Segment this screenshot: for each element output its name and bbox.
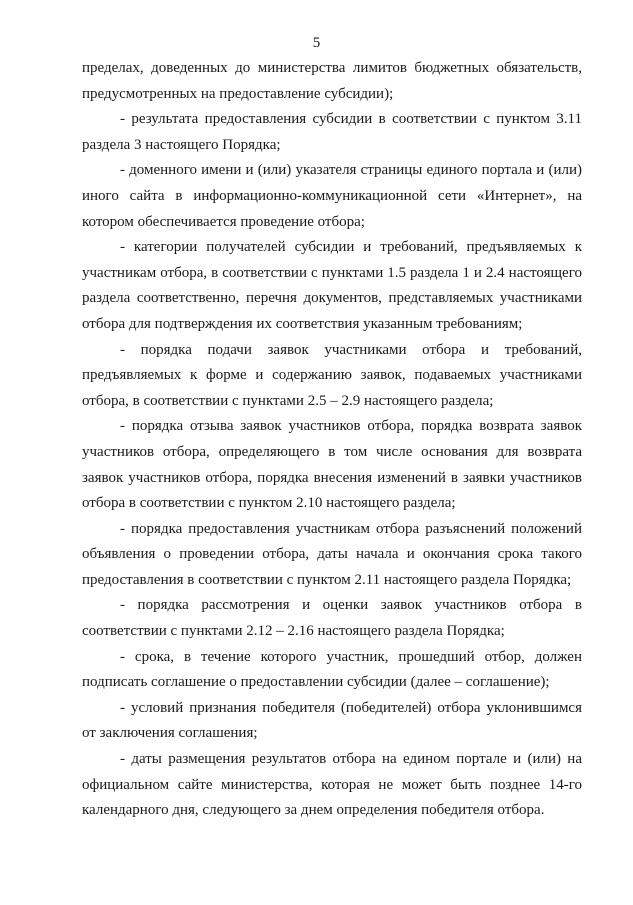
text-line: - результата предоставления субсидии в соответствии с пунктом 3.11 bbox=[120, 111, 582, 128]
text-line: - доменного имени и (или) указателя страницы единого портала и (или) bbox=[120, 162, 582, 179]
document-body bbox=[82, 56, 582, 824]
text-line: - категории получателей субсидии и требований, предъявляемых к bbox=[120, 239, 582, 256]
text-line: подписать соглашение о предоставлении субсидии (далее – соглашение); bbox=[82, 674, 550, 691]
text-line: - порядка отзыва заявок участников отбора, порядка возврата заявок bbox=[120, 418, 582, 435]
text-line: раздела 3 настоящего Порядка; bbox=[82, 136, 281, 153]
text-line: отбора, в соответствии с пунктами 2.5 – 2.9 настоящего раздела; bbox=[82, 392, 494, 409]
text-line: - порядка подачи заявок участниками отбора и требований, bbox=[120, 341, 582, 358]
text-line: - порядка предоставления участникам отбора разъяснений положений bbox=[120, 520, 582, 537]
text-line: отбора для подтверждения их соответствия указанным требованиям; bbox=[82, 315, 523, 332]
text-line: раздела соответственно, перечня документов, представляемых участниками bbox=[82, 290, 582, 307]
text-line: - условий признания победителя (победителей) отбора уклонившимся bbox=[120, 699, 582, 716]
text-line: отбора в соответствии с пунктом 2.10 настоящего раздела; bbox=[82, 495, 456, 512]
text-line: пределах, доведенных до министерства лимитов бюджетных обязательств, bbox=[82, 60, 582, 76]
text-line: объявления о проведении отбора, даты начала и окончания срока такого bbox=[82, 546, 582, 563]
text-line: предоставления в соответствии с пунктом 2.11 настоящего раздела Порядка; bbox=[82, 571, 572, 588]
text-line: иного сайта в информационно-коммуникационной сети «Интернет», на bbox=[82, 187, 582, 204]
text-line: соответствии с пунктами 2.12 – 2.16 настоящего раздела Порядка; bbox=[82, 623, 505, 640]
text-line: участников отбора, определяющего в том числе основания для возврата bbox=[82, 443, 582, 460]
text-line: от заключения соглашения; bbox=[82, 725, 258, 742]
text-line: заявок участников отбора, порядка внесения изменений в заявки участников bbox=[82, 469, 582, 486]
page-number: 5 bbox=[312, 35, 321, 51]
text-line: предусмотренных на предоставление субсидии); bbox=[82, 85, 394, 102]
text-line: - даты размещения результатов отбора на едином портале и (или) на bbox=[120, 751, 582, 768]
text-line: участникам отбора, в соответствии с пунктами 1.5 раздела 1 и 2.4 настоящего bbox=[82, 264, 582, 281]
text-line: календарного дня, следующего за днем определения победителя отбора. bbox=[82, 802, 545, 819]
text-line: официальном сайте министерства, которая не может быть позднее 14-го bbox=[82, 776, 582, 793]
text-line: котором обеспечивается проведение отбора; bbox=[82, 213, 365, 230]
text-line: предъявляемых к форме и содержанию заявок, подаваемых участниками bbox=[82, 367, 582, 384]
text-line: - срока, в течение которого участник, прошедший отбор, должен bbox=[120, 648, 582, 665]
text-line: - порядка рассмотрения и оценки заявок участников отбора в bbox=[120, 597, 582, 614]
